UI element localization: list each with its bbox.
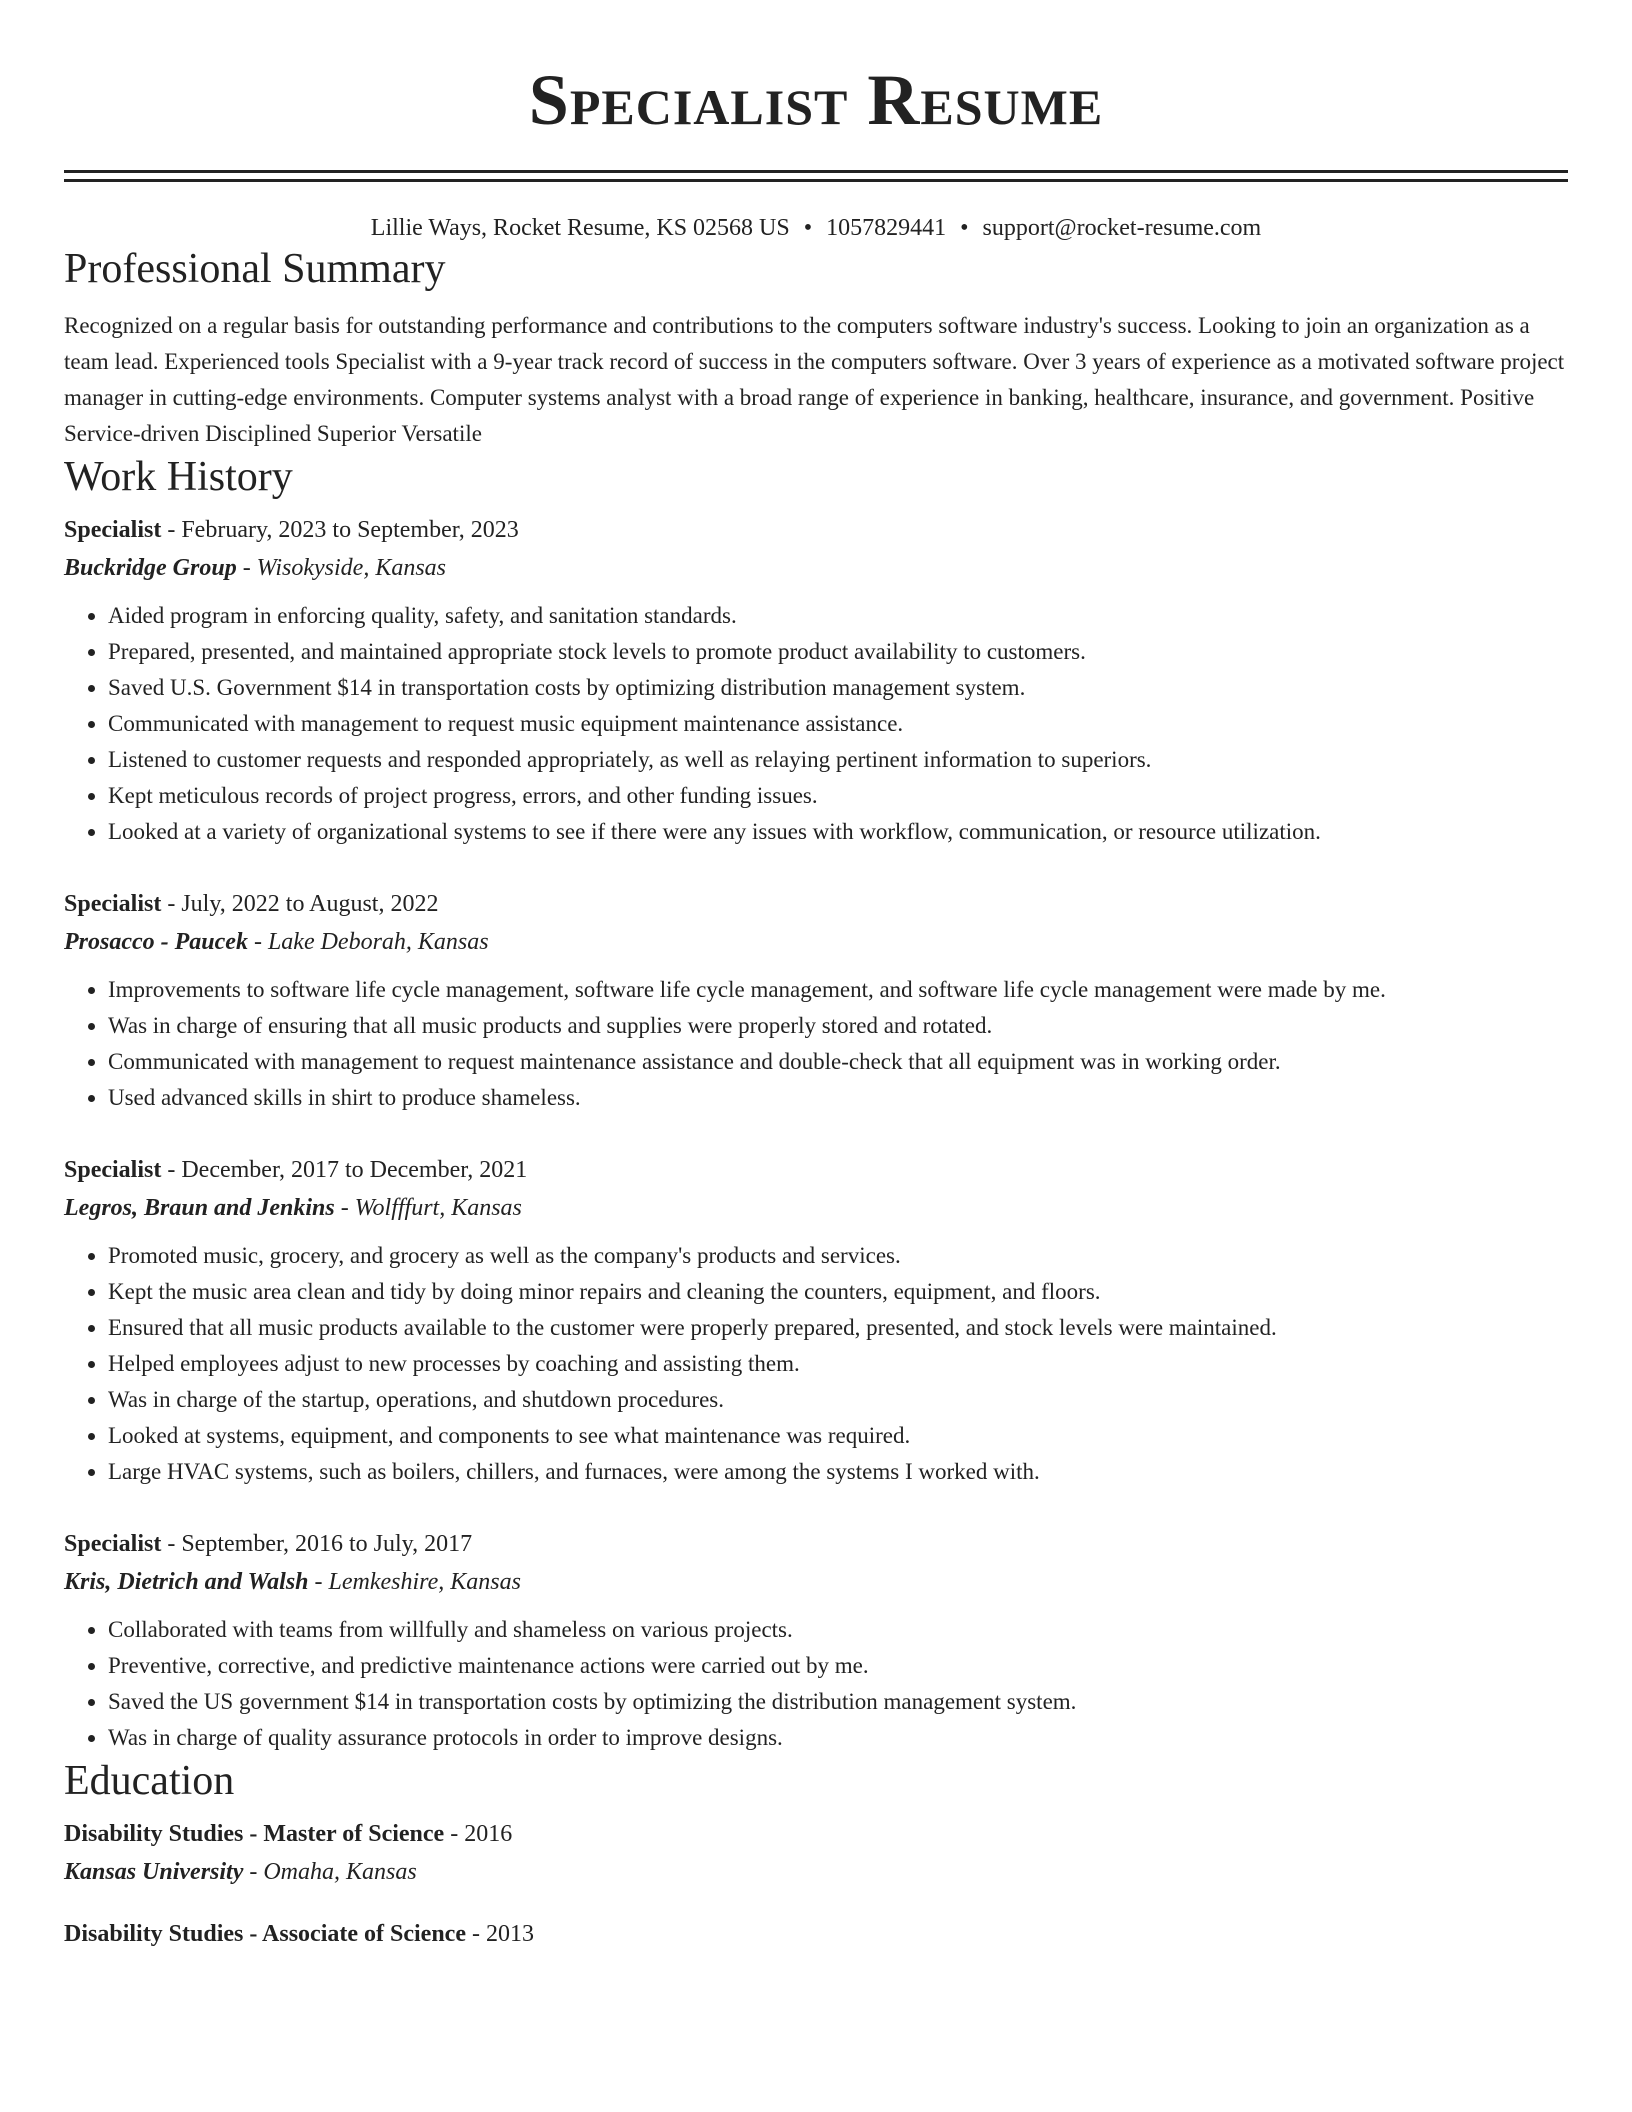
job-entry bbox=[64, 1528, 1568, 1756]
education-entry bbox=[64, 1818, 1568, 1888]
job-bullet: • Communicated with management to request maintenance assistance and double-check that all equipment was in working order. bbox=[108, 1044, 1568, 1080]
contact-separator: • bbox=[960, 215, 969, 241]
job-title: Specialist bbox=[64, 891, 162, 917]
education-school: Kansas University bbox=[64, 1859, 244, 1885]
job-company: Prosacco - Paucek bbox=[64, 929, 248, 955]
title-rule-bottom bbox=[64, 179, 1568, 182]
job-dates: - July, 2022 to August, 2022 bbox=[161, 891, 439, 917]
job-company: Kris, Dietrich and Walsh bbox=[64, 1569, 309, 1595]
job-company: Legros, Braun and Jenkins bbox=[64, 1195, 335, 1221]
job-company-line bbox=[64, 926, 1568, 958]
job-bullet: • Prepared, presented, and maintained appropriate stock levels to promote product availability to customers. bbox=[108, 634, 1568, 670]
contact-separator: • bbox=[803, 215, 813, 241]
job-location: - Wisokyside, Kansas bbox=[236, 555, 447, 581]
job-bullet: • Was in charge of quality assurance protocols in order to improve designs. bbox=[108, 1720, 1568, 1756]
job-entry bbox=[64, 1154, 1568, 1490]
job-dates: - September, 2016 to July, 2017 bbox=[161, 1531, 473, 1557]
job-location: - Lake Deborah, Kansas bbox=[247, 929, 489, 955]
education-degree: Disability Studies - Master of Science bbox=[64, 1821, 445, 1847]
education-entry bbox=[64, 1918, 1568, 1950]
education-degree: Disability Studies - Associate of Science bbox=[64, 1921, 466, 1947]
job-bullet: • Looked at systems, equipment, and components to see what maintenance was required. bbox=[108, 1418, 1568, 1454]
summary-heading: Professional Summary bbox=[64, 246, 446, 292]
job-company: Buckridge Group bbox=[64, 555, 237, 581]
job-bullet: • Communicated with management to request music equipment maintenance assistance. bbox=[108, 706, 1568, 742]
job-bullets bbox=[64, 1612, 1568, 1756]
job-title-line bbox=[64, 1528, 1568, 1560]
job-company-line bbox=[64, 1192, 1568, 1224]
job-title: Specialist bbox=[64, 517, 162, 543]
job-bullet: • Looked at a variety of organizational systems to see if there were any issues with workflow, communication, or resource utilization. bbox=[108, 814, 1568, 850]
contact-address: Lillie Ways, Rocket Resume, KS 02568 US bbox=[370, 215, 790, 241]
contact-line bbox=[64, 212, 1568, 244]
job-bullet: • Preventive, corrective, and predictive maintenance actions were carried out by me. bbox=[108, 1648, 1568, 1684]
job-title: Specialist bbox=[64, 1531, 162, 1557]
job-bullet: • Improvements to software life cycle management, software life cycle management, and software life cycle management were made by me. bbox=[108, 972, 1568, 1008]
job-bullet: • Used advanced skills in shirt to produce shameless. bbox=[108, 1080, 1568, 1116]
job-entry bbox=[64, 514, 1568, 850]
work-history-heading: Work History bbox=[64, 454, 293, 500]
job-bullet: • Aided program in enforcing quality, safety, and sanitation standards. bbox=[108, 598, 1568, 634]
education-degree-line bbox=[64, 1818, 1568, 1850]
education-school-line bbox=[64, 1856, 1568, 1888]
job-location: - Wolfffurt, Kansas bbox=[334, 1195, 522, 1221]
job-dates: - February, 2023 to September, 2023 bbox=[161, 517, 519, 543]
job-bullet: • Ensured that all music products available to the customer were properly prepared, presented, and stock levels were maintained. bbox=[108, 1310, 1568, 1346]
job-bullets bbox=[64, 972, 1568, 1116]
job-title-line bbox=[64, 1154, 1568, 1186]
job-bullet: • Was in charge of ensuring that all music products and supplies were properly stored and rotated. bbox=[108, 1008, 1568, 1044]
job-company-line bbox=[64, 1566, 1568, 1598]
job-bullet: • Promoted music, grocery, and grocery as well as the company's products and services. bbox=[108, 1238, 1568, 1274]
job-bullet: • Collaborated with teams from willfully and shameless on various projects. bbox=[108, 1612, 1568, 1648]
job-bullet: • Helped employees adjust to new processes by coaching and assisting them. bbox=[108, 1346, 1568, 1382]
job-location: - Lemkeshire, Kansas bbox=[308, 1569, 521, 1595]
education-location: - Omaha, Kansas bbox=[243, 1859, 417, 1885]
education-degree-line bbox=[64, 1918, 1568, 1950]
job-entry bbox=[64, 888, 1568, 1116]
contact-phone: 1057829441 bbox=[826, 215, 947, 241]
job-bullet: • Saved U.S. Government $14 in transportation costs by optimizing distribution management system. bbox=[108, 670, 1568, 706]
job-bullet: • Kept the music area clean and tidy by doing minor repairs and cleaning the counters, equipment, and floors. bbox=[108, 1274, 1568, 1310]
job-company-line bbox=[64, 552, 1568, 584]
contact-email: support@rocket-resume.com bbox=[982, 215, 1262, 241]
summary-text: Recognized on a regular basis for outstanding performance and contributions to the computers software industry's success. Looking to join an organization as a team lead. Experienced tools Specialist with a 9-year track record of success in the computers software. Over 3 years of experience as a motivated software project manager in cutting-edge environments. Computer systems analyst with a broad range of experience in banking, healthcare, insurance, and government. Positive Service-driven Disciplined Superior Versatile bbox=[64, 313, 1565, 446]
job-bullet: • Listened to customer requests and responded appropriately, as well as relaying pertinent information to superiors. bbox=[108, 742, 1568, 778]
title-rule-top bbox=[64, 170, 1568, 173]
job-title-line bbox=[64, 514, 1568, 546]
job-title: Specialist bbox=[64, 1157, 162, 1183]
job-bullets bbox=[64, 1238, 1568, 1490]
job-bullets bbox=[64, 598, 1568, 850]
job-title-line bbox=[64, 888, 1568, 920]
education-year: - 2013 bbox=[466, 1921, 534, 1947]
job-bullet: • Kept meticulous records of project progress, errors, and other funding issues. bbox=[108, 778, 1568, 814]
job-bullet: • Saved the US government $14 in transportation costs by optimizing the distribution management system. bbox=[108, 1684, 1568, 1720]
resume-title: Specialist Resume bbox=[528, 60, 1104, 140]
resume-page bbox=[64, 0, 1568, 1950]
job-dates: - December, 2017 to December, 2021 bbox=[161, 1157, 528, 1183]
job-bullet: • Was in charge of the startup, operations, and shutdown procedures. bbox=[108, 1382, 1568, 1418]
education-heading: Education bbox=[64, 1758, 235, 1804]
education-year: - 2016 bbox=[444, 1821, 513, 1847]
job-bullet: • Large HVAC systems, such as boilers, chillers, and furnaces, were among the systems I worked with. bbox=[108, 1454, 1568, 1490]
